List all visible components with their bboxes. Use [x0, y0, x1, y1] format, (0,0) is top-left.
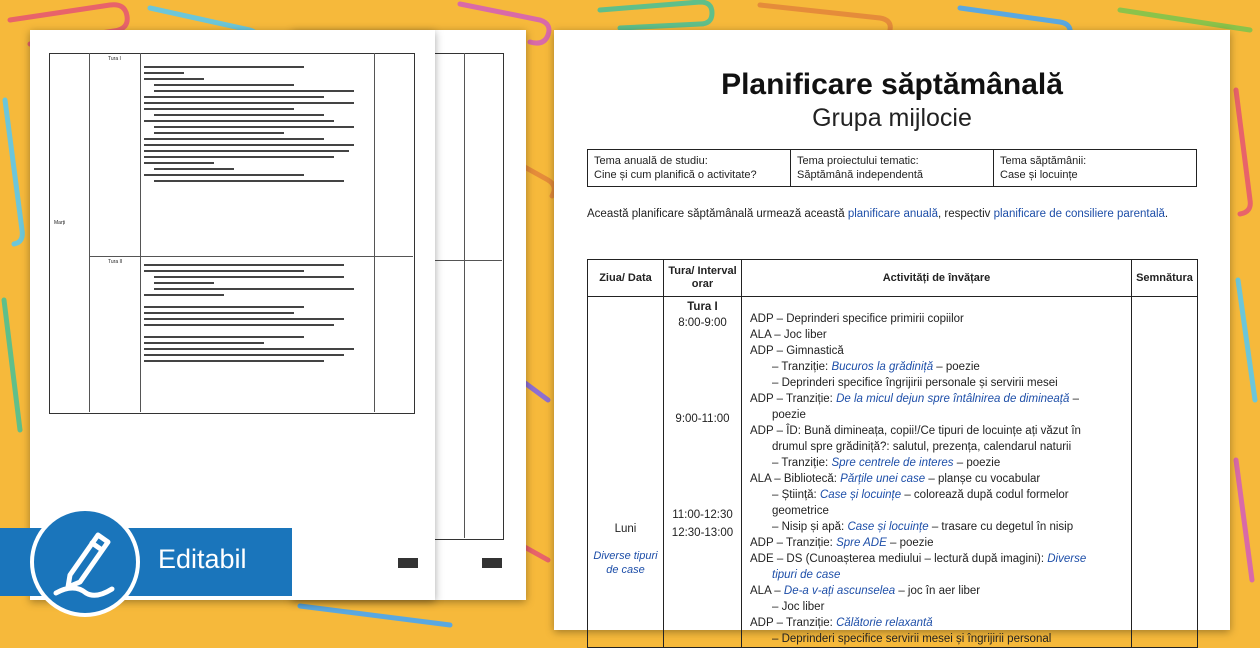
project-theme-cell	[791, 150, 994, 187]
activity-title: Călătorie relaxantă	[836, 617, 933, 629]
pencil-edit-icon	[34, 511, 136, 613]
plan-table	[587, 259, 1198, 648]
activity-text: ALA –	[750, 585, 784, 597]
activity-title: Spre ADE	[836, 537, 887, 549]
project-theme-value: Săptămână independentă	[797, 169, 923, 181]
activity-line	[742, 599, 1131, 615]
activity-line	[742, 487, 1131, 503]
mini-divider	[464, 53, 465, 538]
activity-line	[742, 471, 1131, 487]
activity-title: De la micul dejun spre întâlnirea de dimineață	[836, 393, 1070, 405]
activity-title: Spre centrele de interes	[831, 457, 954, 469]
activity-text: – Joc liber	[772, 601, 825, 613]
paperclip-icon	[300, 606, 450, 625]
mini-divider	[374, 53, 375, 412]
activity-text: – planșe cu vocabular	[925, 473, 1041, 485]
header-time: Tura/ Interval orar	[664, 260, 742, 297]
activity-text: – Deprinderi specifice îngrijirii personale și servirii mesei	[772, 377, 1058, 389]
activity-text: – colorează după codul formelor	[901, 489, 1069, 501]
editable-label: Editabil	[158, 544, 247, 574]
activity-text: – Nisip și apă:	[772, 521, 848, 533]
paperclip-icon	[4, 300, 20, 430]
activity-text: geometrice	[772, 505, 829, 517]
time-slot: 11:00-12:30	[672, 509, 733, 521]
editable-badge-circle	[30, 507, 140, 617]
activity-text: – poezie	[933, 361, 980, 373]
activity-title: Bucuros la grădiniță	[831, 361, 934, 373]
activity-line	[742, 359, 1131, 375]
signature-cell[interactable]	[1132, 297, 1198, 648]
activity-text: ALA – Joc liber	[750, 329, 827, 341]
annual-theme-cell	[588, 150, 791, 187]
intro-paragraph	[587, 206, 1197, 222]
parental-plan-link[interactable]: planificare de consiliere parentală	[993, 208, 1165, 220]
activity-line	[742, 407, 1131, 423]
intro-text: , respectiv	[937, 208, 994, 220]
activity-title: Diverse	[1047, 553, 1087, 565]
week-theme-value: Case și locuințe	[1000, 169, 1078, 181]
mini-turn-label: Tura I	[108, 56, 121, 62]
activity-text: –	[1069, 393, 1079, 405]
annual-theme-label: Tema anuală de studiu:	[594, 155, 708, 167]
mini-divider	[89, 53, 90, 412]
activity-text: – poezie	[886, 537, 934, 549]
activity-line	[742, 423, 1131, 439]
mini-table	[430, 53, 504, 540]
activity-line	[742, 439, 1131, 455]
activity-text: – Știință:	[772, 489, 820, 501]
activity-line	[742, 567, 1131, 583]
activity-text: drumul spre grădiniță?: salutul, prezența, calendarul naturii	[772, 441, 1072, 453]
project-theme-label: Tema proiectului tematic:	[797, 155, 919, 167]
activity-text: ADE – DS (Cunoașterea mediului – lectură după imagini):	[750, 553, 1048, 565]
activity-title: tipuri de case	[772, 569, 841, 581]
activities-cell	[742, 297, 1132, 648]
activity-title: Case și locuințe	[847, 521, 929, 533]
annual-theme-value: Cine și cum planifică o activitate?	[594, 169, 757, 181]
activity-text: ADP – Tranziție:	[750, 617, 837, 629]
paperclip-icon	[5, 100, 22, 244]
activity-line	[742, 391, 1131, 407]
paperclip-icon	[1236, 90, 1250, 214]
activity-text: – trasare cu degetul în nisip	[928, 521, 1074, 533]
page-title: Planificare săptămânală	[721, 68, 1063, 101]
activity-text: ADP – Gimnastică	[750, 345, 844, 357]
activity-title: Case și locuințe	[819, 489, 902, 501]
activity-text: – joc în aer liber	[895, 585, 981, 597]
mini-turn-label: Tura II	[108, 259, 123, 265]
activity-line	[742, 311, 1131, 327]
activity-text: ADP – Tranziție:	[750, 537, 837, 549]
day-topic: Diverse tipuri de case	[593, 550, 658, 576]
activity-line	[742, 631, 1131, 647]
activity-line	[742, 551, 1131, 567]
header-activities: Activități de învățare	[742, 260, 1132, 297]
paperclip-icon	[1120, 10, 1250, 30]
paperclip-icon	[1238, 280, 1255, 400]
document-page	[554, 30, 1230, 645]
mini-divider	[140, 53, 141, 412]
intro-text: Această planificare săptămânală urmează această	[587, 208, 848, 220]
activity-text: poezie	[772, 409, 806, 421]
time-cell	[664, 297, 742, 648]
mini-text-lines	[144, 66, 369, 406]
activity-title: Părțile unei case	[840, 473, 926, 485]
time-slot: 8:00-9:00	[678, 317, 727, 329]
week-theme-cell	[994, 150, 1197, 187]
activity-line	[742, 343, 1131, 359]
paperclip-icon	[600, 2, 712, 28]
paperclip-icon	[760, 5, 890, 30]
activity-text: – poezie	[953, 457, 1001, 469]
activity-line	[742, 519, 1131, 535]
week-theme-label: Tema săptămânii:	[1000, 155, 1087, 167]
activity-text: – Deprinderi specifice servirii mesei și îngrijirii personal	[772, 633, 1052, 645]
page-subtitle: Grupa mijlocie	[812, 104, 972, 132]
logo-icon	[398, 558, 418, 568]
mini-day-label: Marți	[54, 220, 66, 226]
activity-line	[742, 583, 1131, 599]
header-signature: Semnătura	[1132, 260, 1198, 297]
turn-label: Tura I	[687, 301, 718, 313]
logo-icon	[482, 558, 502, 568]
mini-divider	[430, 260, 502, 261]
activity-line	[742, 455, 1131, 471]
activity-line	[742, 503, 1131, 519]
activity-text: ALA – Bibliotecă:	[750, 473, 841, 485]
activity-line	[742, 535, 1131, 551]
annual-plan-link[interactable]: planificare anuală	[847, 208, 938, 220]
activity-line	[742, 375, 1131, 391]
activity-title: De-a v-ați ascunselea	[783, 585, 896, 597]
activity-list	[742, 311, 1131, 647]
time-slot: 9:00-11:00	[675, 413, 730, 425]
day-label: Luni	[614, 523, 637, 535]
header-day: Ziua/ Data	[588, 260, 664, 297]
activity-line	[742, 615, 1131, 631]
paperclip-icon	[1236, 460, 1252, 580]
activity-text: ADP – Tranziție:	[750, 393, 837, 405]
day-cell	[588, 297, 664, 648]
info-table	[587, 149, 1197, 187]
activity-text: ADP – ÎD: Bună dimineața, copii!/Ce tipuri de locuințe ați văzut în	[750, 425, 1081, 437]
activity-text: ADP – Deprinderi specifice primirii copiilor	[750, 313, 964, 325]
activity-text: – Tranziție:	[772, 457, 832, 469]
intro-text: .	[1164, 208, 1169, 220]
time-slot: 12:30-13:00	[671, 527, 734, 539]
activity-text: – Tranziție:	[772, 361, 832, 373]
activity-line	[742, 327, 1131, 343]
